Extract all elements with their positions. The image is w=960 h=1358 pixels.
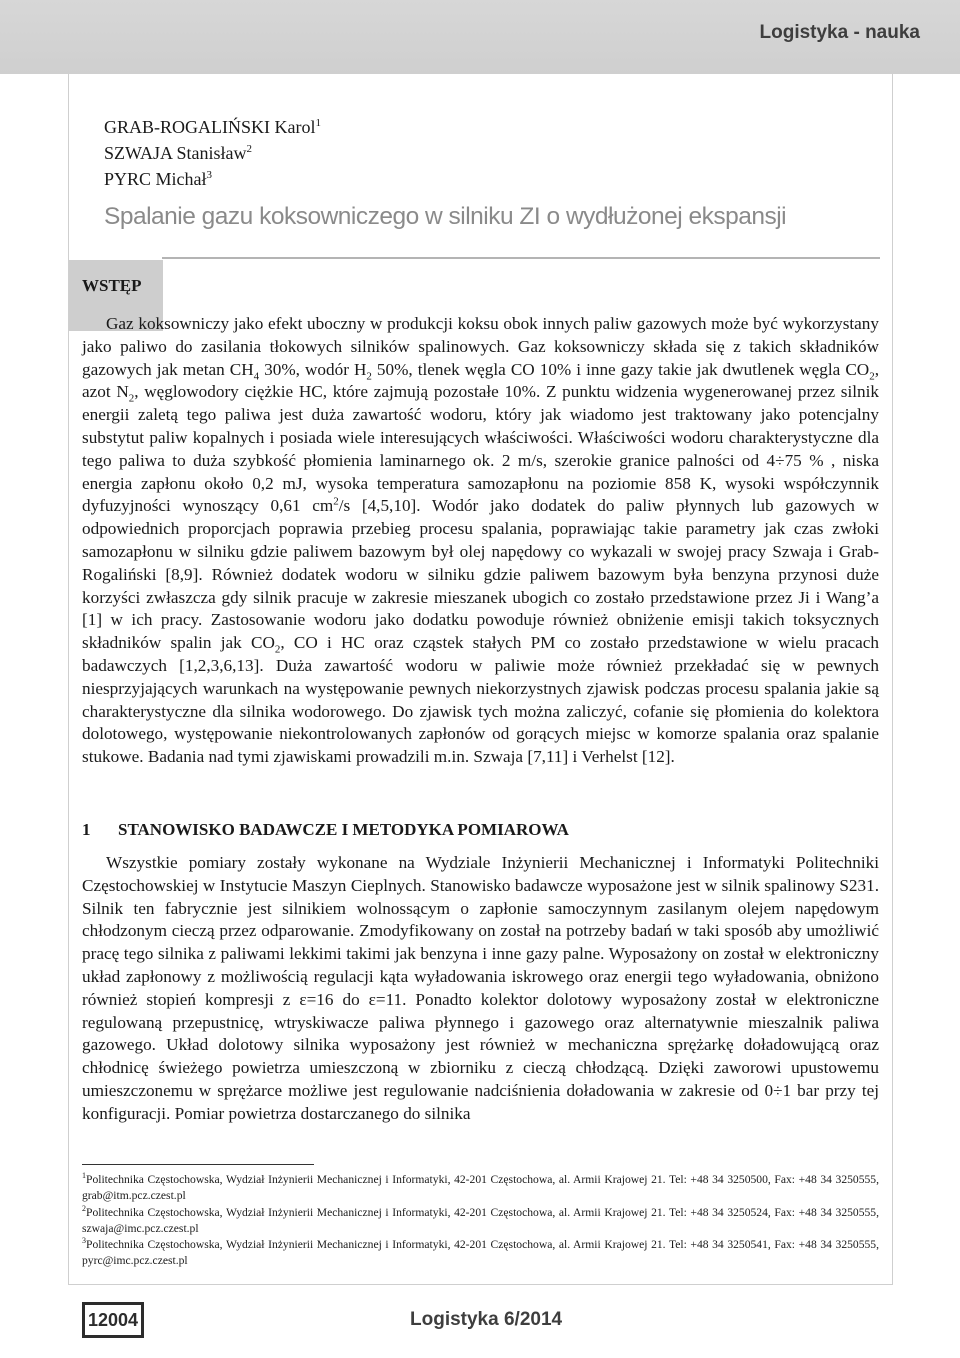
section-paragraph: Wszystkie pomiary zostały wykonane na Wydziale Inżynierii Mechanicznej i Informatyki Politechniki Częstochowskiej w Instytucie Maszyn Cieplnych. Stanowisko badawcze wyposażone jest w silnik spalinowy S231. Silnik ten fabrycznie jest silnikiem wolnossącym o zapłonie samoczynnym zasilanym olejem napędowym chłodzonym cieczą przez odparowanie. Zmodyfikowany on został na potrzeby badań w taki sposób aby umożliwić pracę tego silnika z paliwami lekkimi takimi jak benzyna i inne gazy palne. Wyposażony on został w elektroniczny układ zapłonowy z możliwością regulacji kąta wyładowania iskrowego oraz energii tego wyładowania, obniżono również stopień kompresji z ε=16 do ε=11. Ponadto kolektor dolotowy wyposażony został w elektroniczne regulowaną przepustnicę, wtryskiwacze paliwa płynnego i gazowego oraz alternatywnie mieszalnik paliwa gazowego. Układ dolotowy silnika wyposażony jest również w mechaniczna sprężarkę doładowującą oraz chłodnicę świeżego powietrza umieszczoną w zbiorniku z cieczą chłodzącą. Dzięki zaworowi upustowemu umieszczonemu w sprężarce możliwe jest regulowanie nadciśnienia doładowania w zakresie od 0÷1 bar przy tej konfiguracji. Pomiar powietrza dostarczanego do silnika bbox=[82, 853, 879, 1123]
footnotes bbox=[82, 1172, 879, 1270]
section-heading bbox=[82, 820, 569, 840]
footnote: $^2$Politechnika Częstochowska, Wydział Inżynierii Mechanicznej i Informatyki, 42-201 Częstochowa, al. Armii Krajowej 21. Tel: +48 34 3250524, Fax: +48 34 3250555, szwaja@imc.pcz.czest.pl bbox=[82, 1203, 879, 1235]
section-title: STANOWISKO BADAWCZE I METODYKA POMIAROWA bbox=[118, 820, 569, 839]
journal-issue: Logistyka 6/2014 bbox=[410, 1309, 563, 1330]
title-divider bbox=[162, 257, 880, 259]
footnote: $^3$Politechnika Częstochowska, Wydział Inżynierii Mechanicznej i Informatyki, 42-201 Częstochowa, al. Armii Krajowej 21. Tel: +48 34 3250541, Fax: +48 34 3250555, pyrc@imc.pcz.czest.pl bbox=[82, 1236, 879, 1268]
section-number: 1 bbox=[82, 820, 91, 839]
footnote-divider bbox=[82, 1164, 314, 1165]
footnote: $^1$Politechnika Częstochowska, Wydział Inżynierii Mechanicznej i Informatyki, 42-201 Częstochowa, al. Armii Krajowej 21. Tel: +48 34 3250500, Fax: +48 34 3250555, grab@itm.pcz.czest.pl bbox=[82, 1171, 879, 1203]
author: GRAB-ROGALIŃSKI Karol$^1$ bbox=[104, 117, 321, 137]
header-bar bbox=[0, 0, 960, 74]
page-number: 12004 bbox=[82, 1302, 144, 1338]
intro-heading: WSTĘP bbox=[82, 276, 142, 295]
section-label: Logistyka - nauka bbox=[759, 22, 920, 43]
paper-title: Spalanie gazu koksowniczego w silniku ZI o wydłużonej ekspansji bbox=[104, 203, 787, 230]
author: PYRC Michał$^3$ bbox=[104, 169, 213, 189]
intro-paragraph: Gaz koksowniczy jako efekt uboczny w produkcji koksu obok innych paliw gazowych może być wykorzystany jako paliwo do zasilania tłokowych silników spalinowych. Gaz koksowniczy składa się z takich składników gazowych jak metan $CH_4$ 30%, wodór $H_2$ 50%, tlenek węgla CO 10% i inne gazy takie jak dwutlenek węgla $CO_2$, azot $N_2$, węglowodory ciężkie HC, które zajmują pozostałe 10%. Z punktu widzenia wygenerowanej przez silnik energii zaletą tego paliwa jest duża zawartość wodoru, który jak wiadomo jest traktowany jako potencjalny substytut paliw kopalnych i posiada wiele interesujących właściwości. Właściwości wodoru charakterystyczne dla tego paliwa to duża szybkość płomienia laminarnego ok. 2 m/s, szerokie granice palności od 4÷75 % , niska energia zapłonu około 0,2 mJ, wysoka temperatura samozapłonu na poziomie 858 K, wysoki współczynnik dyfuzyjności wynoszący 0,61 $cm^2/s$ [4,5,10]. Wodór jako dodatek do paliw płynnych lub gazowych w odpowiednich proporcjach poprawia przebieg procesu spalania, poprawiając takie parametry jak czas zwłoki samozapłonu w silniku gdzie paliwem bazowym był olej napędowy co wykazali w swojej pracy Szwaja i Grab-Rogaliński [8,9]. Również dodatek wodoru w silniku gdzie paliwem bazowym była benzyna przynosi duże korzyści zwłaszcza gdy silnik pracuje w zakresie mieszanek ubogich co zostało przedstawione przez Ji i Wang’a [1] w ich pracy. Zastosowanie wodoru jako dodatku powoduje również obniżenie emisji takich toksycznych składników spalin jak $CO_2$, CO i HC oraz cząstek stałych PM co zostało przedstawione w wielu pracach badawczych [1,2,3,6,13]. Duża zawartość wodoru w paliwie może również przekładać się w pewnych niesprzyjających warunkach na występowanie pewnych niekorzystnych zjawisk podczas procesu spalania jakie są charakterystyczne dla silnika wodorowego. Do zjawisk tych można zaliczyć, cofanie się płomienia do kolektora dolotowego, występowanie niekontrolowanych zapłonów od gorących miejsc w komorze spalania oraz spalanie stukowe. Badania nad tymi zjawiskami prowadzili m.in. Szwaja [7,11] i Verhelst [12]. bbox=[82, 314, 880, 767]
author-list bbox=[104, 114, 321, 192]
author: SZWAJA Stanisław$^2$ bbox=[104, 143, 253, 163]
